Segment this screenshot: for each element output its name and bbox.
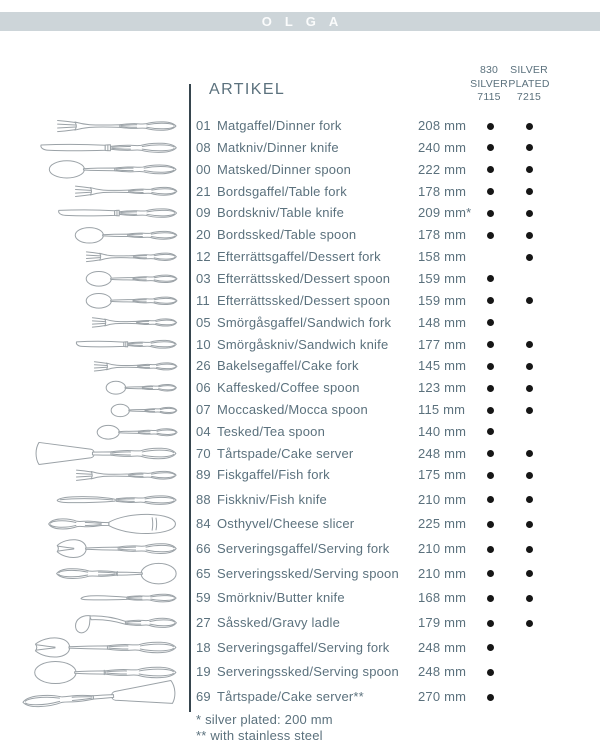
dot-830-silver bbox=[483, 686, 497, 708]
article-row bbox=[190, 334, 590, 356]
footnotes bbox=[196, 712, 333, 743]
article-code: 88 bbox=[196, 491, 211, 507]
article-row bbox=[190, 181, 590, 203]
material-line: 830 bbox=[479, 64, 499, 76]
article-name: Smörgåsgaffel/Sandwich fork bbox=[217, 314, 392, 330]
article-size: 145 mm bbox=[418, 358, 467, 374]
dot-silver-plated bbox=[522, 224, 536, 246]
dot-silver-plated bbox=[522, 181, 536, 203]
article-code: 07 bbox=[196, 402, 211, 418]
article-size: 225 mm bbox=[418, 516, 467, 532]
article-row bbox=[190, 489, 590, 511]
dot-830-silver bbox=[483, 443, 497, 465]
article-name: Smörgåskniv/Sandwich knife bbox=[217, 336, 389, 352]
dot-silver-plated bbox=[522, 377, 536, 399]
article-size: 210 mm bbox=[418, 491, 467, 507]
dot-830-silver bbox=[483, 587, 497, 609]
article-code: 19 bbox=[196, 664, 211, 680]
article-row bbox=[190, 159, 590, 181]
article-row bbox=[190, 355, 590, 377]
article-size: 270 mm bbox=[418, 689, 467, 705]
footnote-silver-plated: * silver plated: 200 mm bbox=[196, 712, 333, 727]
article-row bbox=[190, 290, 590, 312]
article-size: 178 mm bbox=[418, 183, 467, 199]
fish-knife-illustration bbox=[56, 490, 177, 510]
article-code: 18 bbox=[196, 639, 211, 655]
article-name: Matsked/Dinner spoon bbox=[217, 161, 352, 177]
dot-silver-plated bbox=[522, 661, 536, 683]
dot-830-silver bbox=[483, 181, 497, 203]
dot-silver-plated bbox=[522, 268, 536, 290]
article-size: 208 mm bbox=[418, 118, 467, 133]
knife-illustration bbox=[57, 203, 177, 223]
article-name: Bakelsegaffel/Cake fork bbox=[217, 358, 359, 374]
dot-830-silver bbox=[483, 637, 497, 659]
article-row bbox=[190, 686, 590, 708]
article-row bbox=[190, 137, 590, 159]
article-name: Efterrättssked/Dessert spoon bbox=[217, 270, 391, 286]
dot-830-silver bbox=[483, 334, 497, 356]
article-size: 178 mm bbox=[418, 227, 467, 243]
article-code: 21 bbox=[196, 183, 211, 199]
dot-silver-plated bbox=[522, 399, 536, 421]
dot-silver-plated bbox=[522, 115, 536, 137]
article-row bbox=[190, 563, 590, 585]
article-code: 70 bbox=[196, 445, 211, 461]
article-name: Smörkniv/Butter knife bbox=[217, 590, 345, 606]
article-name: Serveringssked/Serving spoon bbox=[217, 664, 399, 680]
article-name: Tårtspade/Cake server** bbox=[217, 689, 364, 705]
article-size: 159 mm bbox=[418, 270, 467, 286]
column-header-artikel: ARTIKEL bbox=[209, 81, 286, 98]
fork-illustration bbox=[94, 358, 177, 375]
article-row bbox=[190, 246, 590, 268]
article-row bbox=[190, 224, 590, 246]
cheese-slicer-illustration bbox=[48, 512, 177, 536]
dot-830-silver bbox=[483, 489, 497, 511]
dot-silver-plated bbox=[522, 355, 536, 377]
article-name: Bordskniv/Table knife bbox=[217, 205, 345, 221]
article-row bbox=[190, 377, 590, 399]
dot-silver-plated bbox=[522, 464, 536, 486]
footnote-stainless: ** with stainless steel bbox=[196, 727, 323, 743]
article-code: 10 bbox=[196, 336, 211, 352]
article-size: 248 mm bbox=[418, 639, 467, 655]
article-size: 159 mm bbox=[418, 292, 467, 308]
serving-spoon-illustration bbox=[56, 562, 177, 585]
article-size: 177 mm bbox=[418, 336, 467, 352]
article-name: Bordssked/Table spoon bbox=[217, 227, 357, 243]
dot-silver-plated bbox=[522, 202, 536, 224]
article-code: 65 bbox=[196, 565, 211, 581]
article-code: 08 bbox=[196, 139, 211, 155]
article-code: 66 bbox=[196, 541, 211, 556]
article-name: Kaffesked/Coffee spoon bbox=[217, 380, 360, 396]
fork-illustration bbox=[57, 116, 177, 136]
article-row bbox=[190, 637, 590, 659]
dot-silver-plated bbox=[522, 612, 536, 634]
dot-silver-plated bbox=[522, 137, 536, 159]
article-code: 11 bbox=[196, 292, 210, 308]
article-row bbox=[190, 421, 590, 443]
fork-illustration bbox=[75, 182, 177, 201]
material-line: PLATED bbox=[508, 77, 550, 90]
article-name: Fiskgaffel/Fish fork bbox=[217, 467, 330, 482]
article-row bbox=[190, 612, 590, 634]
article-name: Tårtspade/Cake server bbox=[217, 445, 354, 461]
dot-830-silver bbox=[483, 115, 497, 137]
dot-830-silver bbox=[483, 137, 497, 159]
article-size: 148 mm bbox=[418, 314, 467, 330]
article-code: 03 bbox=[196, 270, 211, 286]
cake-server-illustration bbox=[34, 441, 177, 466]
dot-silver-plated bbox=[522, 443, 536, 465]
article-size: 140 mm bbox=[418, 423, 467, 439]
pattern-name: OLGA bbox=[261, 14, 352, 29]
article-name: Fiskkniv/Fish knife bbox=[217, 491, 327, 507]
article-code: 09 bbox=[196, 205, 211, 221]
dot-silver-plated bbox=[522, 334, 536, 356]
article-code: 59 bbox=[196, 590, 211, 606]
dot-silver-plated bbox=[522, 637, 536, 659]
article-size: 115 mm bbox=[418, 402, 466, 418]
article-size: 123 mm bbox=[418, 380, 467, 396]
article-code: 06 bbox=[196, 380, 211, 396]
dot-830-silver bbox=[483, 159, 497, 181]
dot-830-silver bbox=[483, 538, 497, 560]
dot-830-silver bbox=[483, 246, 497, 268]
material-line: SILVER bbox=[470, 77, 508, 90]
dot-830-silver bbox=[483, 464, 497, 486]
dot-silver-plated bbox=[522, 686, 536, 708]
article-row bbox=[190, 399, 590, 421]
article-row bbox=[190, 587, 590, 609]
spoon-illustration bbox=[106, 380, 177, 395]
article-code: 01 bbox=[196, 118, 211, 133]
dot-830-silver bbox=[483, 399, 497, 421]
article-code: 69 bbox=[196, 689, 211, 705]
ladle-illustration bbox=[74, 612, 177, 634]
dot-830-silver bbox=[483, 563, 497, 585]
serving-fork-illustration bbox=[56, 537, 177, 560]
dot-silver-plated bbox=[522, 538, 536, 560]
article-name: Bordsgaffel/Table fork bbox=[217, 183, 347, 199]
article-name: Såssked/Gravy ladle bbox=[217, 615, 341, 631]
article-size: 222 mm bbox=[418, 161, 467, 177]
article-name: Matkniv/Dinner knife bbox=[217, 139, 339, 155]
knife-illustration bbox=[39, 137, 177, 159]
article-name: Efterrättsgaffel/Dessert fork bbox=[217, 249, 381, 265]
article-name: Moccasked/Mocca spoon bbox=[217, 402, 368, 418]
fork-illustration bbox=[76, 466, 177, 484]
dot-830-silver bbox=[483, 312, 497, 334]
dot-silver-plated bbox=[522, 290, 536, 312]
article-row bbox=[190, 115, 590, 137]
article-code: 26 bbox=[196, 358, 211, 374]
dot-silver-plated bbox=[522, 312, 536, 334]
article-code: 04 bbox=[196, 423, 211, 439]
knife-illustration bbox=[75, 335, 177, 354]
article-row bbox=[190, 268, 590, 290]
fork-illustration bbox=[92, 314, 177, 331]
spoon-illustration bbox=[97, 424, 178, 440]
article-row bbox=[190, 538, 590, 560]
article-code: 00 bbox=[196, 161, 211, 177]
article-code: 27 bbox=[196, 615, 211, 631]
dot-830-silver bbox=[483, 290, 497, 312]
dot-830-silver bbox=[483, 661, 497, 683]
article-size: 240 mm bbox=[418, 139, 467, 155]
article-row bbox=[190, 312, 590, 334]
article-row bbox=[190, 464, 590, 486]
dot-silver-plated bbox=[522, 513, 536, 535]
dot-silver-plated bbox=[522, 563, 536, 585]
article-name: Efterrättssked/Dessert spoon bbox=[217, 292, 391, 308]
article-row bbox=[190, 443, 590, 465]
material-line: SILVER bbox=[510, 64, 548, 76]
pattern-banner bbox=[0, 12, 600, 31]
article-code: 20 bbox=[196, 227, 211, 243]
butter-knife-illustration bbox=[80, 589, 177, 607]
dot-830-silver bbox=[483, 355, 497, 377]
column-header-silver-plated bbox=[505, 64, 553, 105]
dot-silver-plated bbox=[522, 489, 536, 511]
spoon-illustration bbox=[49, 159, 177, 180]
article-name: Tesked/Tea spoon bbox=[217, 423, 325, 439]
dot-silver-plated bbox=[522, 587, 536, 609]
dot-830-silver bbox=[483, 612, 497, 634]
spoon-illustration bbox=[75, 226, 177, 245]
article-code: 89 bbox=[196, 467, 211, 482]
article-name: Osthyvel/Cheese slicer bbox=[217, 516, 355, 532]
material-line: 7115 bbox=[477, 91, 501, 103]
article-size: 248 mm bbox=[418, 664, 467, 680]
article-row bbox=[190, 513, 590, 535]
dot-830-silver bbox=[483, 268, 497, 290]
serving-fork-illustration bbox=[34, 635, 177, 660]
article-row bbox=[190, 661, 590, 683]
article-name: Serveringsgaffel/Serving fork bbox=[217, 541, 390, 556]
dot-830-silver bbox=[483, 421, 497, 443]
article-size: 175 mm bbox=[418, 467, 467, 482]
article-code: 12 bbox=[196, 249, 211, 265]
article-size: 209 mm* bbox=[418, 205, 472, 221]
spoon-illustration bbox=[86, 292, 177, 310]
material-line: 7215 bbox=[516, 91, 542, 103]
article-code: 05 bbox=[196, 314, 211, 330]
dot-830-silver bbox=[483, 513, 497, 535]
dot-830-silver bbox=[483, 202, 497, 224]
article-code: 84 bbox=[196, 516, 211, 532]
dot-silver-plated bbox=[522, 159, 536, 181]
article-name: Matgaffel/Dinner fork bbox=[217, 118, 342, 133]
spoon-illustration bbox=[111, 403, 177, 418]
dot-830-silver bbox=[483, 377, 497, 399]
fork-illustration bbox=[86, 248, 177, 266]
article-size: 168 mm bbox=[418, 590, 467, 606]
dot-silver-plated bbox=[522, 421, 536, 443]
dot-830-silver bbox=[483, 224, 497, 246]
article-size: 210 mm bbox=[418, 541, 467, 556]
article-size: 248 mm bbox=[418, 445, 467, 461]
spoon-illustration bbox=[86, 270, 177, 288]
dot-silver-plated bbox=[522, 246, 536, 268]
article-size: 210 mm bbox=[418, 565, 467, 581]
article-row bbox=[190, 202, 590, 224]
article-size: 158 mm bbox=[418, 249, 467, 265]
article-name: Serveringssked/Serving spoon bbox=[217, 565, 399, 581]
article-name: Serveringsgaffel/Serving fork bbox=[217, 639, 390, 655]
article-size: 179 mm bbox=[418, 615, 467, 631]
